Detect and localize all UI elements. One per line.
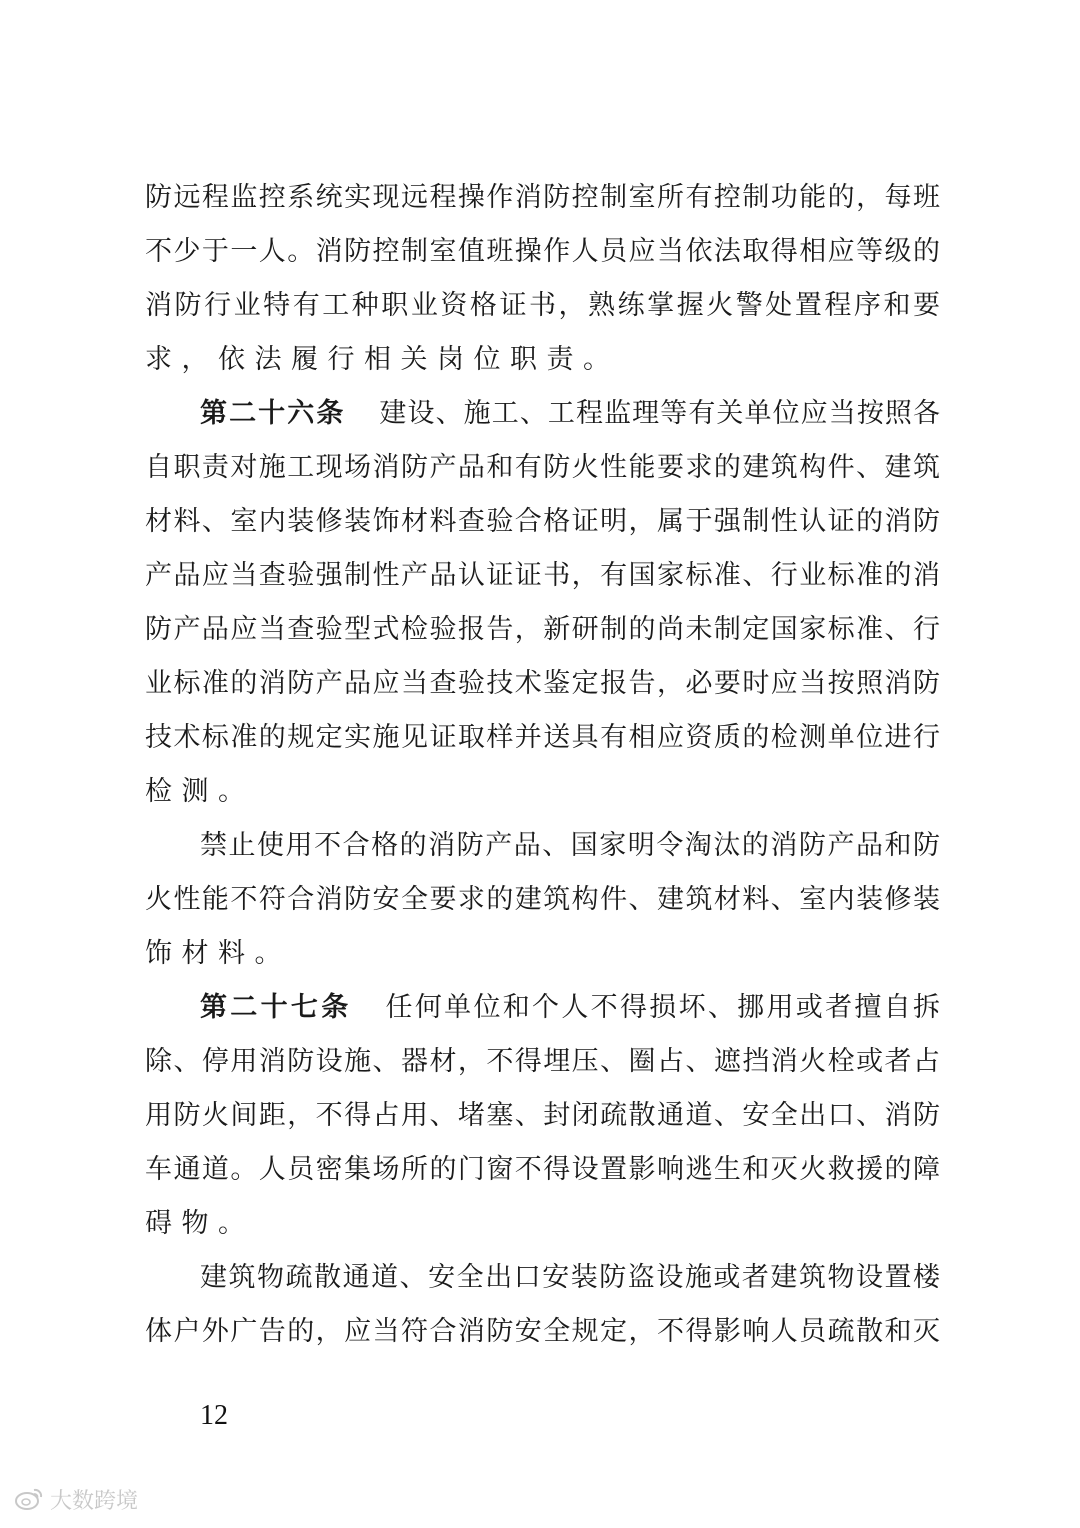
- article-26-heading: 第二十六条: [200, 398, 346, 429]
- article-26-first-text: 建设、施工、工程监理等有关单位应当按照各: [379, 398, 941, 429]
- weibo-logo-icon: [14, 1486, 44, 1512]
- body-line: 火性能不符合消防安全要求的建筑构件、建筑材料、室内装修装: [145, 884, 940, 915]
- body-line: 消防行业特有工种职业资格证书，熟练掌握火警处置程序和要: [145, 290, 940, 321]
- body-line: 饰材料。: [145, 938, 291, 969]
- body-line: 建筑物疏散通道、安全出口安装防盗设施或者建筑物设置楼: [200, 1262, 940, 1293]
- body-line: 业标准的消防产品应当查验技术鉴定报告，必要时应当按照消防: [145, 668, 940, 699]
- body-line: 不少于一人。消防控制室值班操作人员应当依法取得相应等级的: [145, 236, 940, 267]
- body-line: 求，依法履行相关岗位职责。: [145, 344, 620, 375]
- body-line: 产品应当查验强制性产品认证证书，有国家标准、行业标准的消: [145, 560, 940, 591]
- body-line: 除、停用消防设施、器材，不得埋压、圈占、遮挡消火栓或者占: [145, 1046, 940, 1077]
- article-27-heading: 第二十七条: [200, 992, 352, 1023]
- page-number: 12: [200, 1400, 228, 1431]
- body-line: 技术标准的规定实施见证取样并送具有相应资质的检测单位进行: [145, 722, 940, 753]
- body-line: 体户外广告的，应当符合消防安全规定，不得影响人员疏散和灭: [145, 1316, 940, 1347]
- watermark: [14, 1483, 138, 1515]
- article-27-first-line: [200, 988, 940, 1028]
- body-line: 材料、室内装修装饰材料查验合格证明，属于强制性认证的消防: [145, 506, 940, 537]
- body-line: 碍物。: [145, 1208, 255, 1239]
- body-line: 禁止使用不合格的消防产品、国家明令淘汰的消防产品和防: [200, 830, 940, 861]
- body-line: 防远程监控系统实现远程操作消防控制室所有控制功能的，每班: [145, 182, 940, 213]
- article-27-first-text: 任何单位和个人不得损坏、挪用或者擅自拆: [385, 992, 941, 1023]
- body-line: 防产品应当查验型式检验报告，新研制的尚未制定国家标准、行: [145, 614, 940, 645]
- article-26-first-line: [200, 394, 940, 434]
- body-line: 检测。: [145, 776, 255, 807]
- body-line: 车通道。人员密集场所的门窗不得设置影响逃生和灭火救援的障: [145, 1154, 940, 1185]
- body-line: 自职责对施工现场消防产品和有防火性能要求的建筑构件、建筑: [145, 452, 940, 483]
- watermark-text: 大数跨境: [50, 1488, 139, 1514]
- body-line: 用防火间距，不得占用、堵塞、封闭疏散通道、安全出口、消防: [145, 1100, 940, 1131]
